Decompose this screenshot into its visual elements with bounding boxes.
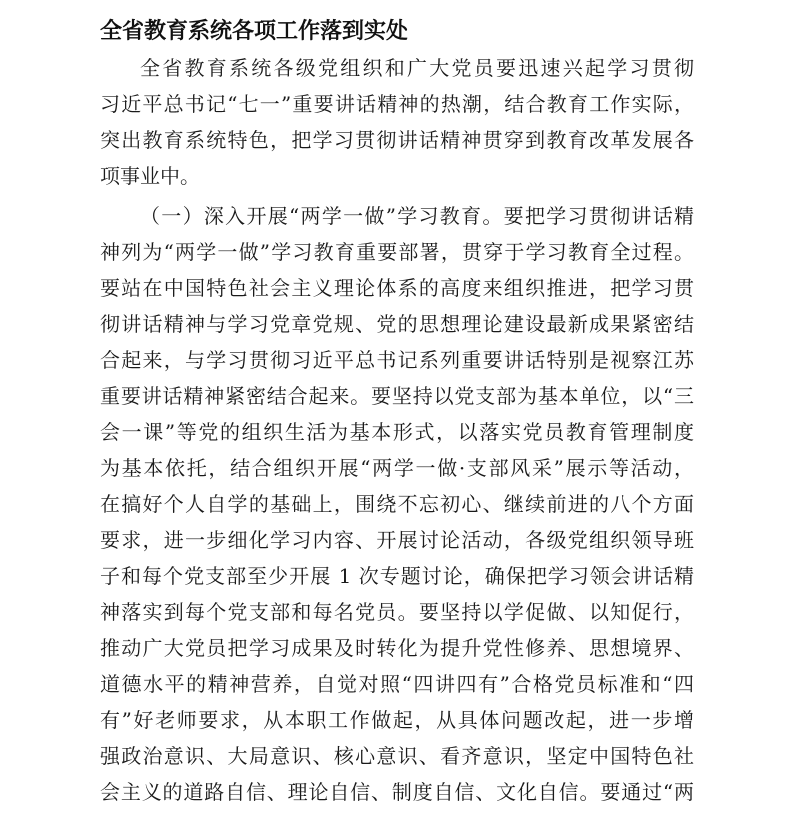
paragraph-2-line-5: 合起来，与学习贯彻习近平总书记系列重要讲话特别是视察江苏 — [100, 348, 694, 372]
paragraph-2-line-13: 推动广大党员把学习成果及时转化为提升党性修养、思想境界、 — [100, 636, 694, 660]
paragraph-2-line-10: 要求，进一步细化学习内容、开展讨论活动，各级党组织领导班 — [100, 528, 694, 552]
paragraph-1-line-3: 突出教育系统特色，把学习贯彻讲话精神贯穿到教育改革发展各 — [100, 128, 694, 152]
paragraph-1-line-1: 全省教育系统各级党组织和广大党员要迅速兴起学习贯彻 — [140, 56, 694, 80]
paragraph-2-line-1: （一）深入开展“两学一做”学习教育。要把学习贯彻讲话精 — [140, 204, 694, 228]
paragraph-2-line-16: 强政治意识、大局意识、核心意识、看齐意识，坚定中国特色社 — [100, 744, 694, 768]
paragraph-2-line-7: 会一课”等党的组织生活为基本形式，以落实党员教育管理制度 — [100, 420, 694, 444]
section-heading: 全省教育系统各项工作落到实处 — [100, 19, 409, 44]
paragraph-2-line-17: 会主义的道路自信、理论自信、制度自信、文化自信。要通过“两 — [100, 780, 694, 804]
paragraph-2-line-12: 神落实到每个党支部和每名党员。要坚持以学促做、以知促行， — [100, 600, 694, 624]
paragraph-2-line-9: 在搞好个人自学的基础上，围绕不忘初心、继续前进的八个方面 — [100, 492, 694, 516]
paragraph-2-line-8: 为基本依托，结合组织开展“两学一做·支部风采”展示等活动， — [100, 456, 694, 480]
paragraph-2-line-4: 彻讲话精神与学习党章党规、党的思想理论建设最新成果紧密结 — [100, 312, 694, 336]
paragraph-1-line-4: 项事业中。 — [100, 164, 200, 188]
paragraph-2-line-3: 要站在中国特色社会主义理论体系的高度来组织推进，把学习贯 — [100, 276, 694, 300]
paragraph-2-line-11: 子和每个党支部至少开展 1 次专题讨论，确保把学习领会讲话精 — [100, 564, 694, 588]
paragraph-2-line-2: 神列为“两学一做”学习教育重要部署，贯穿于学习教育全过程。 — [100, 240, 694, 264]
paragraph-2-line-14: 道德水平的精神营养，自觉对照“四讲四有”合格党员标准和“四 — [100, 672, 694, 696]
paragraph-2-line-6: 重要讲话精神紧密结合起来。要坚持以党支部为基本单位，以“三 — [100, 384, 694, 408]
paragraph-2-line-15: 有”好老师要求，从本职工作做起，从具体问题改起，进一步增 — [100, 708, 694, 732]
paragraph-1-line-2: 习近平总书记“七一”重要讲话精神的热潮，结合教育工作实际， — [100, 92, 694, 116]
